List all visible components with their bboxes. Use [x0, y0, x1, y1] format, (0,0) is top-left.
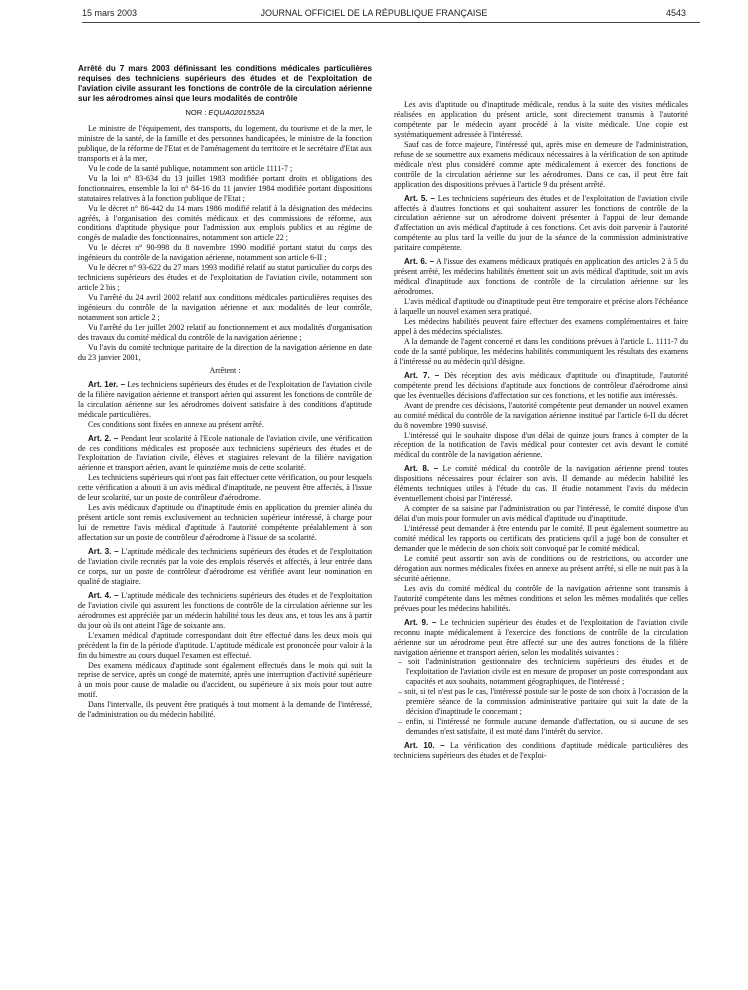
right-articles [394, 194, 688, 761]
right-column [394, 100, 688, 761]
article-paragraph [394, 371, 688, 401]
preamble-paragraph: Vu l'avis du comité technique paritaire de la direction de la navigation aérienne en date du 23 janvier 2001, [78, 342, 372, 362]
article-paragraph [394, 431, 688, 461]
article-paragraph [394, 194, 688, 254]
article-label: Art. 5. – [404, 193, 435, 203]
article-text: Le comité peut assortir son avis de conditions ou de restrictions, ou accorder une dérogation aux normes médicales fixées en annexe au présent arrêté, si elle ne nuit pas à la sécurité aérienne. [394, 553, 688, 583]
article-text: Dans l'intervalle, ils peuvent être pratiqués à tout moment à la demande de l'intéressé, de l'administration ou du médecin habilité. [78, 700, 372, 720]
left-column [78, 64, 372, 720]
article-paragraph [394, 504, 688, 524]
header-rule [82, 22, 700, 23]
article-text: La vérification des conditions d'aptitude médicale particulières des techniciens supérieurs des études et de l'exploi- [394, 741, 688, 761]
article-paragraph [394, 584, 688, 614]
article-paragraph [394, 618, 688, 658]
article-bullet: – enfin, si l'intéressé ne formule aucune demande d'affectation, ou si aucune de ses demandes n'est satisfaite, il est muté dans l'intérêt du service. [398, 717, 688, 737]
article-text: Avant de prendre ces décisions, l'autorité compétente peut demander un nouvel examen au comité médical du contrôle de la navigation aérienne institué par l'article 6-II du décret du 8 novembre 1990 susvisé. [394, 400, 688, 430]
article-text: Les techniciens supérieurs qui n'ont pas fait effectuer cette vérification, ou pour lesquels cette vérification a abouti à un avis médical d'inaptitude, ne peuvent être affectés, à l'issue de leur scolarité, sur un poste de contrôleur d'aérodrome. [78, 473, 372, 503]
article-text: A compter de sa saisine par l'administration ou par l'intéressé, le comité dispose d'un délai d'un mois pour formuler un avis médical d'aptitude ou d'inaptitude. [394, 504, 688, 524]
nor-label: NOR : [185, 108, 207, 117]
preamble-paragraph: Vu le décret n° 93-622 du 27 mars 1993 modifié relatif au statut particulier du corps des techniciens supérieurs des études et de l'exploitation de l'aviation civile, notamment son article 2 bis ; [78, 263, 372, 293]
article-text: Dès réception des avis médicaux d'aptitude ou d'inaptitude, l'autorité compétente prend les décisions d'aptitude aux fonctions de contrôleur d'aérodrome ainsi que les éventuelles décisions d'affectation sur ces fonctions, et les notifie aux intéressés. [394, 370, 688, 400]
preamble [78, 124, 372, 363]
article-paragraph [394, 554, 688, 584]
article-paragraph [78, 503, 372, 543]
article-paragraph [78, 631, 372, 661]
article-text: Des examens médicaux d'aptitude sont également effectués dans le mois qui suit la reprise de service, après un congé de maternité, après une interruption d'activité supérieure à un mois pour cause de maladie ou d'accident, ou supérieure à six mois pour tout autre motif. [78, 660, 372, 700]
left-articles [78, 380, 372, 720]
article-paragraph [394, 401, 688, 431]
article-paragraph [394, 317, 688, 337]
preamble-paragraph: Vu le décret n° 86-442 du 14 mars 1986 modifié relatif à la désignation des médecins agréés, à l'organisation des comités médicaux et des commissions de réforme, aux conditions d'aptitude physique pour l'admission aux emplois publics et au régime de congés de maladie des fonctionnaires, notamment son article 22 ; [78, 203, 372, 243]
article-label: Art. 9. – [404, 617, 437, 627]
article-paragraph [394, 297, 688, 317]
article-paragraph [394, 464, 688, 504]
article-label: Art. 2. – [88, 433, 119, 443]
header-date: 15 mars 2003 [82, 8, 138, 18]
article-label: Art. 1er. – [88, 379, 126, 389]
article-text: Le comité médical du contrôle de la navigation aérienne prend toutes dispositions nécessaires pour éclairer son avis. Il demande au médecin habilité les éléments techniques utiles à l'étude du cas. Il étudie notamment l'avis du médecin éventuellement choisi par l'intéressé. [394, 464, 688, 504]
article-text: L'aptitude médicale des techniciens supérieurs des études et de l'exploitation de l'aviation civile qui assurent les fonctions de contrôle de la circulation aérienne sur les aérodromes est appréciée par un médecin habilité tous les deux ans, et tous les ans à partir du jour où ils ont atteint l'âge de soixante ans. [78, 590, 372, 630]
page-number: 4543 [665, 8, 686, 18]
journal-title: JOURNAL OFFICIEL DE LA RÉPUBLIQUE FRANÇAISE [260, 8, 488, 18]
article-text: L'intéressé peut demander à être entendu par le comité. Il peut également soumettre au comité médical les rapports ou certificats des praticiens qu'il a jugé bon de consulter et demander que le médecin de son choix soit convoqué par le comité médical. [394, 524, 688, 553]
preamble-paragraph: Vu le décret n° 90-998 du 8 novembre 1990 modifié portant statut du corps des ingénieurs du contrôle de la navigation aérienne, notamment son article 6-II ; [78, 243, 372, 263]
article-paragraph [78, 380, 372, 420]
continued-paragraph: Les avis d'aptitude ou d'inaptitude médicale, rendus à la suite des visites médicales réalisées en application du présent article, sont directement transmis à l'autorité compétente par le médecin ayant procédé à la visite médicale. Une copie est systématiquement adressée à l'intéressé. [394, 100, 688, 139]
article-label: Art. 6. – [404, 257, 435, 267]
article-text: Les avis médicaux d'aptitude ou d'inaptitude émis en application du premier alinéa du présent article sont remis exclusivement au technicien supérieur intéressé, à charge pour lui de remettre l'avis médical d'aptitude à l'autorité compétente préalablement à son affectation sur un poste de contrôleur d'aérodrome à l'issue de sa scolarité. [78, 503, 372, 543]
preamble-paragraph: Vu la loi n° 83-634 du 13 juillet 1983 modifiée portant droits et obligations des fonctionnaires, ensemble la loi n° 84-16 du 11 janvier 1984 modifiée portant dispositions statutaires relatives à la fonction publique de l'Etat ; [78, 173, 372, 203]
article-text: A l'issue des examens médicaux pratiqués en application des articles 2 à 5 du présent arrêté, les médecins habilités émettent soit un avis médical d'aptitude, soit un avis médical d'inaptitude aux fonctions de contrôle de la circulation aérienne sur les aérodromes. [394, 257, 688, 297]
article-paragraph [78, 434, 372, 474]
article-text: Le technicien supérieur des études et de l'exploitation de l'aviation civile reconnu inapte médicalement à l'exercice des fonctions de contrôle de la circulation aérienne sur un aérodrome peut être affecté sur une des autres fonctions de la filière navigation aérienne et transport aérien, selon les modalités suivantes : [394, 617, 688, 657]
preamble-paragraph: Le ministre de l'équipement, des transports, du logement, du tourisme et de la mer, le ministre de la santé, de la famille et des personnes handicapées, le ministre de la fonction publique, de la réforme de l'Etat et de l'aménagement du territoire et le secrétaire d'Etat aux transports et à la mer, [78, 123, 372, 163]
arretent-line: Arrêtent : [209, 365, 241, 375]
article-text: Pendant leur scolarité à l'Ecole nationale de l'aviation civile, une vérification de ces conditions médicales est proposée aux techniciens supérieurs des études et de l'exploitation de l'aviation civile, élèves et stagiaires relevant de la filière navigation aérienne et transport aérien, avant le quinzième mois de cette scolarité. [78, 433, 372, 473]
article-bullet: – soit l'administration gestionnaire des techniciens supérieurs des études et de l'exploitation de l'aviation civile est en mesure de proposer un poste correspondant aux capacités et aux souhaits, notamment géographiques, de l'intéressé ; [398, 657, 688, 687]
article-text: Les techniciens supérieurs des études et de l'exploitation de l'aviation civile affectés à d'autres fonctions et qui souhaitent assurer les fonctions de contrôle de la circulation aérienne sur un aérodrome doivent présenter à l'appui de leur demande d'affectation un avis médical d'aptitude à ces fonctions. Cet avis doit parvenir à l'autorité compétente au plus tard la veille du jour de la séance de la commission administrative paritaire compétente. [394, 193, 688, 253]
article-label: Art. 3. – [88, 547, 119, 557]
article-text: Ces conditions sont fixées en annexe au présent arrêté. [88, 419, 264, 429]
page-header [0, 0, 748, 22]
decree-title: Arrêté du 7 mars 2003 définissant les conditions médicales particulières requises des techniciens supérieurs des études et de l'exploitation de l'aviation civile assurant les fonctions de contrôle de la circulation aérienne sur les aérodromes ainsi que leurs modalités de contrôle [78, 64, 372, 103]
preamble-paragraph: Vu le code de la santé publique, notamment son article 1111-7 ; [88, 163, 293, 173]
nor-reference [78, 108, 372, 118]
article-paragraph [394, 524, 688, 554]
article-label: Art. 7. – [404, 370, 440, 380]
article-paragraph [78, 473, 372, 503]
article-paragraph [78, 547, 372, 587]
preamble-paragraph: Vu l'arrêté du 24 avril 2002 relatif aux conditions médicales particulières requises des ingénieurs du contrôle de la navigation aérienne et aux modalités de leur contrôle, notamment son article 2 ; [78, 293, 372, 323]
article-paragraph [78, 661, 372, 701]
article-label: Art. 4. – [88, 590, 119, 600]
article-text: Les médecins habilités peuvent faire effectuer des examens complémentaires et faire appel à des médecins spécialistes. [394, 317, 688, 336]
article-text: Les avis du comité médical du contrôle de la navigation aérienne sont transmis à l'autorité compétente dans les mêmes conditions et selon les mêmes modalités que celles prévues pour les médecins habilités. [394, 583, 688, 613]
article-text: A la demande de l'agent concerné et dans les conditions prévues à l'article L. 1111-7 du code de la santé publique, les médecins habilités communiquent les résultats des examens à l'intéressé ou au médecin qu'il désigne. [394, 336, 688, 366]
article-text: L'intéressé qui le souhaite dispose d'un délai de quinze jours francs à compter de la réception de la notification de l'avis médical pour contester cet avis devant le comité médical du contrôle de la navigation aérienne. [394, 430, 688, 460]
article-paragraph [394, 257, 688, 297]
article-label: Art. 10. – [404, 741, 445, 751]
right-intro [394, 100, 688, 190]
article-paragraph [394, 337, 688, 367]
nor-code: EQUA0201552A [208, 108, 265, 117]
article-text: L'examen médical d'aptitude correspondant doit être effectué dans les deux mois qui précèdent la fin de la période d'aptitude. L'aptitude médicale est prononcée pour valoir à la fin du bimestre au cours duquel l'examen est effectué. [78, 630, 372, 660]
continued-paragraph: Sauf cas de force majeure, l'intéressé qui, après mise en demeure de l'administration, refuse de se soumettre aux examens médicaux nécessaires à la vérification de son aptitude médicale n'est plus considéré comme apte médicalement à exercer des fonctions de contrôle de la circulation aérienne sur les aérodromes. Dans ce cas, il peut être fait application des dispositions prévues à l'article 9 du présent arrêté. [394, 139, 688, 189]
article-paragraph [394, 741, 688, 761]
article-text: L'aptitude médicale des techniciens supérieurs des études et de l'exploitation de l'aviation civile recrutés par la voie des emplois réservés et affectés, à leur entrée dans ce corps, sur un poste de contrôleur d'aérodrome est vérifiée avant leur nomination en qualité de stagiaire. [78, 547, 372, 586]
article-label: Art. 8. – [404, 464, 439, 474]
article-paragraph [78, 420, 372, 430]
article-text: L'avis médical d'aptitude ou d'inaptitude peut être temporaire et précise alors l'échéance à laquelle un nouvel examen sera pratiqué. [394, 297, 688, 317]
article-text: Les techniciens supérieurs des études et de l'exploitation de l'aviation civile de la filière navigation aérienne et transport aérien qui assurent les fonctions de contrôle de la circulation aérienne sur les aérodromes doivent satisfaire à des conditions d'aptitude médicale particulières. [78, 379, 373, 419]
article-paragraph [78, 700, 372, 720]
article-paragraph [78, 591, 372, 631]
preamble-paragraph: Vu l'arrêté du 1er juillet 2002 relatif au fonctionnement et aux modalités d'organisation des travaux du comité médical du contrôle de la navigation aérienne ; [78, 323, 372, 342]
article-bullet: – soit, si tel n'est pas le cas, l'intéressé postule sur le poste de son choix à l'occasion de la première séance de la commission administrative paritaire qui suit la date de la décision d'inaptitude le concernant ; [398, 687, 688, 717]
